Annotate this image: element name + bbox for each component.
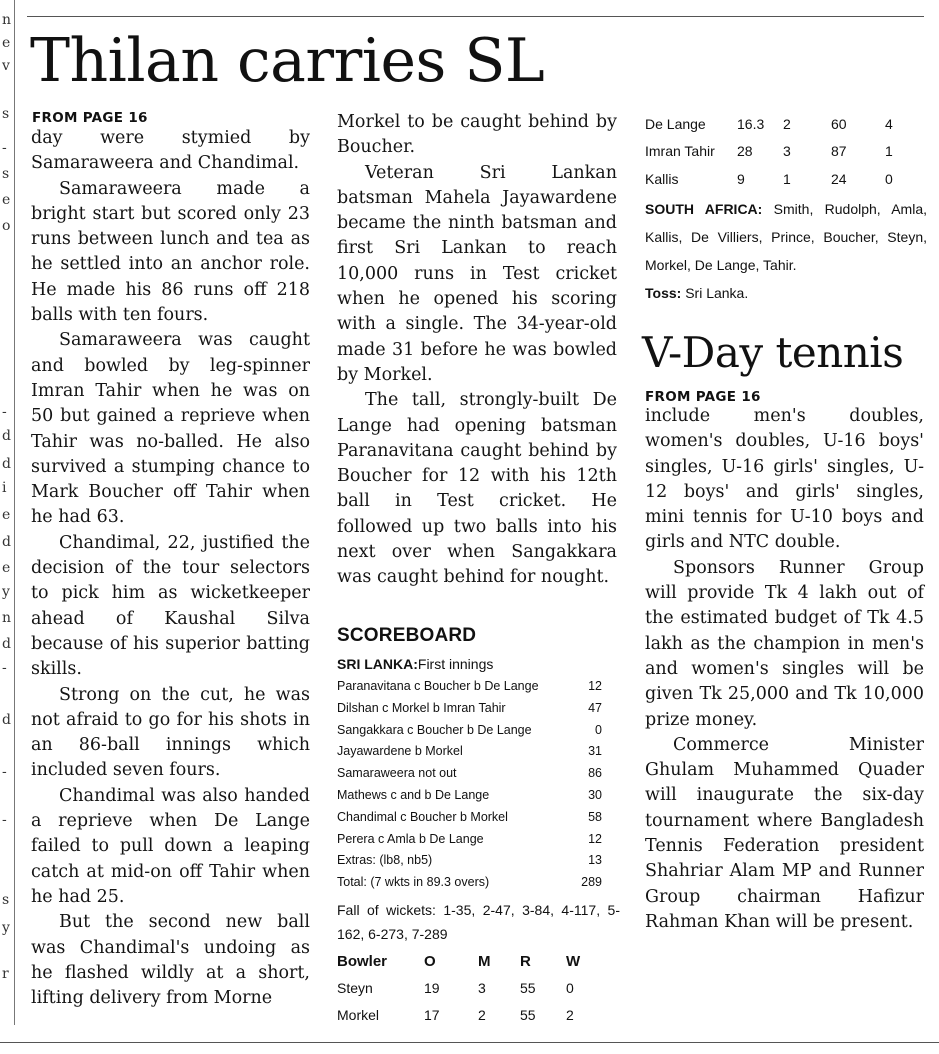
runs: 47 bbox=[588, 700, 602, 715]
edge-char: d bbox=[2, 636, 11, 652]
bowling-row bbox=[645, 110, 897, 138]
col-header: O bbox=[424, 953, 436, 971]
fall-of-wickets: Fall of wickets: 1-35, 2-47, 3-84, 4-117, 5-162, 6-273, 7-289 bbox=[337, 901, 620, 942]
col-header: Bowler bbox=[337, 953, 388, 971]
bowling-header-row bbox=[337, 950, 589, 974]
paragraph: Veteran Sri Lankan batsman Mahela Jayawardene became the ninth batsman and first Sri Lankan to reach 10,000 runs in Test cricket when he opened his scoring with a single. The 34-year-old made 31 before he was bowled by Morkel. bbox=[337, 162, 617, 385]
overs: 19 bbox=[424, 979, 440, 996]
bowling-row bbox=[645, 165, 897, 193]
edge-char: e bbox=[2, 560, 11, 576]
overs: 28 bbox=[737, 143, 753, 160]
paragraph: Morkel to be caught behind by Boucher. bbox=[337, 112, 617, 158]
paragraph: Strong on the cut, he was not afraid to go for his shots in an 86-ball innings which included seven fours. bbox=[31, 684, 310, 781]
paragraph: include men's doubles, women's doubles, U-16 boys' singles, U-16 girls' singles, U-12 boys' and girls' singles, mini tennis for U-10 boys and girls and NTC double. bbox=[645, 406, 924, 553]
paragraph: Chandimal, 22, justified the decision of the tour selectors to pick him as wicketkeeper ahead of Kaushal Silva because of his superior batting skills. bbox=[31, 532, 310, 680]
batting-row bbox=[337, 741, 620, 763]
runs: 58 bbox=[588, 809, 602, 824]
previous-page-edge bbox=[0, 0, 14, 1054]
edge-char: y bbox=[2, 920, 10, 936]
batting-row bbox=[337, 785, 620, 807]
batsman: Paranavitana c Boucher b De Lange bbox=[337, 679, 539, 693]
runs: 12 bbox=[588, 831, 602, 846]
edge-char: n bbox=[2, 610, 12, 626]
story1-column-2 bbox=[337, 110, 617, 591]
top-rule bbox=[27, 16, 924, 17]
bowler-name: Imran Tahir bbox=[645, 143, 715, 160]
batsman: Jayawardene b Morkel bbox=[337, 744, 463, 759]
maidens: 2 bbox=[783, 115, 791, 132]
edge-char: i bbox=[2, 480, 7, 496]
batting-row bbox=[337, 676, 620, 698]
runs: 12 bbox=[588, 679, 602, 693]
paragraph: day were stymied by Samaraweera and Chandimal. bbox=[31, 128, 310, 174]
wickets: 4 bbox=[885, 115, 893, 132]
sa-team-list bbox=[645, 195, 927, 279]
wickets: 0 bbox=[566, 979, 574, 996]
overs: 9 bbox=[737, 170, 745, 187]
wickets: 1 bbox=[885, 143, 893, 160]
edge-char: d bbox=[2, 712, 11, 728]
batting-row bbox=[337, 763, 620, 785]
col-header: W bbox=[566, 953, 581, 971]
bowling-table bbox=[337, 950, 589, 1029]
bowler-name: De Lange bbox=[645, 115, 706, 132]
paragraph: Samaraweera was caught and bowled by leg-spinner Imran Tahir when he was on 50 but gained a reprieve when Tahir was no-balled. He also survived a stumping chance to Mark Boucher off Tahir when he had 63. bbox=[31, 330, 310, 528]
batting-list bbox=[337, 676, 620, 894]
bowling-row bbox=[337, 974, 589, 1002]
batsman: Chandimal c Boucher b Morkel bbox=[337, 809, 508, 824]
sa-label: SOUTH AFRICA: bbox=[645, 200, 763, 217]
paragraph: Sponsors Runner Group will provide Tk 4 lakh out of the estimated budget of Tk 4.5 lakh as the champion in men's and women's singles will be given Tk 25,000 and Tk 10,000 prize money. bbox=[645, 557, 924, 730]
total-row bbox=[337, 872, 620, 894]
runs-conceded: 87 bbox=[831, 143, 847, 160]
headline-thilan: Thilan carries SL bbox=[30, 26, 545, 96]
col-header: M bbox=[478, 953, 491, 971]
edge-char: s bbox=[2, 892, 10, 908]
edge-char: - bbox=[2, 764, 7, 780]
edge-char: v bbox=[2, 58, 10, 74]
maidens: 2 bbox=[478, 1007, 486, 1024]
wickets: 0 bbox=[885, 170, 893, 187]
batting-row bbox=[337, 829, 620, 851]
total-label: Total: (7 wkts in 89.3 overs) bbox=[337, 875, 490, 890]
paragraph: Samaraweera made a bright start but scored only 23 runs between lunch and tea as he settled into an anchor role. He made his 86 runs off 218 balls with ten fours. bbox=[31, 178, 310, 326]
story2-column bbox=[645, 404, 924, 935]
overs: 17 bbox=[424, 1007, 440, 1024]
batting-row bbox=[337, 698, 620, 720]
bowler-name: Kallis bbox=[645, 170, 679, 187]
batsman: Perera c Amla b De Lange bbox=[337, 831, 484, 846]
paragraph: Commerce Minister Ghulam Muhammed Quader will inaugurate the six-day tournament where Bangladesh Tennis Federation president Shahriar Alam MP and Runner Group chairman Hafizur Rahman Khan will be present. bbox=[645, 734, 924, 932]
paragraph: But the second new ball was Chandimal's undoing as he flashed wildly at a short, lifting delivery from Morne bbox=[31, 912, 310, 1009]
edge-char: e bbox=[2, 192, 11, 208]
extras-label: Extras: (lb8, nb5) bbox=[337, 853, 433, 868]
overs: 16.3 bbox=[737, 115, 765, 132]
story1-kicker: FROM PAGE 16 bbox=[32, 110, 148, 126]
paragraph: The tall, strongly-built De Lange had opening batsman Paranavitana caught behind by Boucher for 12 with his 12th ball in Test cricket. He followed up two balls into his next over when Sangakkara was caught behind for nought. bbox=[337, 390, 617, 588]
edge-char: o bbox=[2, 218, 11, 234]
toss-value: Sri Lanka. bbox=[685, 284, 749, 301]
bottom-rule bbox=[0, 1042, 939, 1043]
batting-row bbox=[337, 807, 620, 829]
edge-char: e bbox=[2, 35, 11, 51]
extras-row bbox=[337, 850, 620, 872]
headline-vday-tennis: V-Day tennis bbox=[642, 328, 904, 377]
total-value: 289 bbox=[581, 875, 602, 890]
scoreboard bbox=[337, 624, 620, 1029]
edge-char: s bbox=[2, 106, 10, 122]
runs-conceded: 24 bbox=[831, 170, 847, 187]
innings-heading bbox=[337, 654, 620, 674]
edge-char: - bbox=[2, 140, 7, 156]
sa-team: Smith, Rudolph, Amla, Kallis, De Villiers, Prince, Boucher, Steyn, Morkel, De Lange, Tahir. bbox=[645, 200, 928, 273]
runs: 31 bbox=[588, 744, 602, 759]
batsman: Sangakkara c Boucher b De Lange bbox=[337, 722, 532, 737]
toss-label: Toss: bbox=[645, 284, 682, 301]
edge-char: d bbox=[2, 428, 11, 444]
bowler-name: Steyn bbox=[337, 979, 373, 996]
batsman: Samaraweera not out bbox=[337, 766, 457, 781]
runs: 30 bbox=[588, 787, 602, 802]
bowler-name: Morkel bbox=[337, 1007, 380, 1024]
maidens: 1 bbox=[783, 170, 791, 187]
scoreboard-title: SCOREBOARD bbox=[337, 625, 477, 646]
innings-team: SRI LANKA: bbox=[337, 656, 418, 672]
innings-sub: First innings bbox=[417, 656, 494, 672]
bowling-table-continued bbox=[645, 110, 897, 193]
edge-char: - bbox=[2, 812, 7, 828]
scoreboard-continued bbox=[645, 110, 927, 307]
runs: 0 bbox=[595, 722, 602, 737]
bowling-row bbox=[337, 1001, 589, 1029]
edge-char: d bbox=[2, 456, 11, 472]
batting-row bbox=[337, 720, 620, 742]
runs-conceded: 60 bbox=[831, 115, 847, 132]
runs: 86 bbox=[588, 766, 602, 781]
maidens: 3 bbox=[478, 979, 486, 996]
batsman: Dilshan c Morkel b Imran Tahir bbox=[337, 700, 506, 715]
col-header: R bbox=[520, 953, 531, 971]
batsman: Mathews c and b De Lange bbox=[337, 787, 490, 802]
edge-char: y bbox=[2, 584, 10, 600]
story2-kicker: FROM PAGE 16 bbox=[645, 389, 761, 405]
runs-conceded: 55 bbox=[520, 1007, 536, 1024]
paragraph: Chandimal was also handed a reprieve when De Lange failed to pull down a leaping catch at mid-on off Tahir when he had 25. bbox=[31, 785, 310, 907]
edge-char: n bbox=[2, 12, 12, 28]
edge-char: - bbox=[2, 404, 7, 420]
runs-conceded: 55 bbox=[520, 979, 536, 996]
edge-char: s bbox=[2, 166, 10, 182]
bowling-row bbox=[645, 138, 897, 166]
story1-column-1 bbox=[31, 126, 310, 1011]
edge-char: - bbox=[2, 660, 7, 676]
wickets: 2 bbox=[566, 1007, 574, 1024]
edge-char: d bbox=[2, 534, 11, 550]
edge-char: r bbox=[2, 966, 9, 982]
column-rule-left bbox=[14, 0, 15, 1025]
maidens: 3 bbox=[783, 143, 791, 160]
edge-char: e bbox=[2, 507, 11, 523]
extras-value: 13 bbox=[588, 853, 602, 868]
toss bbox=[645, 279, 927, 307]
